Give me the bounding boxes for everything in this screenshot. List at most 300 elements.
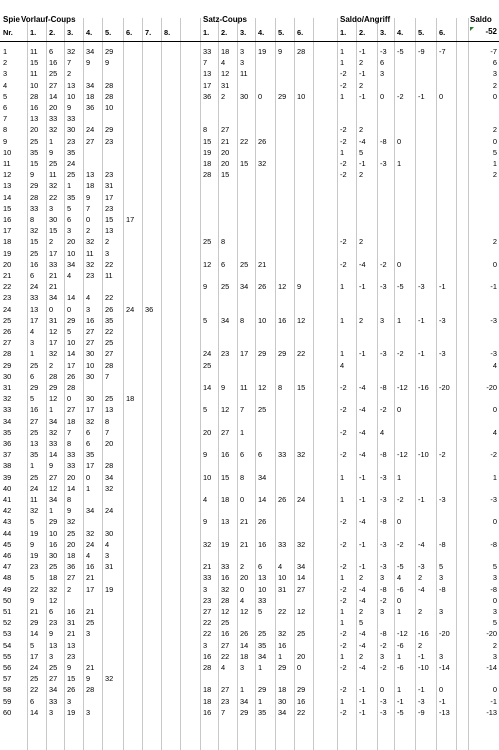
saldo-cell: 2 — [492, 125, 497, 135]
satz-cell: 20 — [221, 159, 230, 168]
row-number: 52 — [3, 618, 12, 628]
satz-cell: 4 — [221, 663, 226, 672]
saldo-angriff-cell: -1 — [359, 349, 366, 359]
vorlauf-cell: 6 — [49, 47, 54, 56]
vorlauf-cell: 28 — [105, 91, 114, 101]
satz-cell: 9 — [297, 282, 302, 292]
vorlauf-cell: 13 — [49, 640, 58, 650]
saldo-angriff-cell: 2 — [359, 80, 364, 90]
saldo-cell: 0 — [492, 685, 497, 695]
vorlauf-cell: 29 — [67, 315, 76, 325]
vorlauf-cell: 13 — [105, 226, 114, 236]
row-number: 3 — [3, 69, 8, 79]
vorlauf-cell: 17 — [105, 192, 114, 202]
saldo-angriff-cell: 4 — [340, 360, 345, 370]
saldo-angriff-cell: -8 — [439, 539, 446, 549]
vorlauf-cell: 32 — [67, 47, 76, 56]
saldo-angriff-cell: -2 — [340, 707, 347, 717]
satz-cell: 33 — [221, 562, 230, 572]
grid-line — [394, 18, 395, 750]
saldo-angriff-cell: -1 — [359, 472, 366, 482]
saldo-angriff-cell: -16 — [418, 629, 429, 639]
vorlauf-cell: 7 — [86, 203, 91, 213]
vorlauf-cell: 35 — [30, 450, 39, 460]
vorlauf-cell: 33 — [49, 114, 58, 124]
satz-cell: 22 — [203, 618, 212, 628]
saldo-cell: 1 — [492, 472, 497, 482]
vorlauf-cell: 18 — [86, 181, 95, 191]
saldo-angriff-cell: -2 — [380, 663, 387, 672]
satz-cell: 5 — [203, 405, 208, 415]
satz-cell: 23 — [221, 696, 230, 706]
saldo-angriff-cell: 2 — [418, 607, 423, 616]
vorlauf-cell: 23 — [49, 618, 58, 628]
vorlauf-cell: 6 — [86, 439, 91, 448]
vorlauf-cell: 34 — [86, 80, 95, 90]
row-number: 54 — [3, 640, 12, 650]
vorlauf-cell: 34 — [49, 416, 58, 426]
vorlauf-cell: 31 — [49, 315, 58, 325]
satz-cell: 31 — [278, 584, 287, 594]
grid-line — [180, 18, 181, 750]
row-number: 55 — [3, 651, 12, 661]
satz-cell: 32 — [221, 584, 230, 594]
vorlauf-cell: 4 — [86, 293, 91, 303]
saldo-angriff-cell: -3 — [380, 539, 387, 549]
saldo-angriff-cell: -3 — [439, 495, 446, 504]
vorlauf-cell: 10 — [105, 103, 114, 112]
saldo-col-header: 6. — [439, 28, 446, 37]
satz-cell: 19 — [258, 47, 267, 56]
vorlauf-cell: 16 — [30, 103, 39, 112]
satz-cell: 27 — [203, 607, 212, 616]
vorlauf-cell: 3 — [67, 696, 72, 706]
satz-cell: 10 — [297, 91, 306, 101]
vorlauf-cell: 16 — [86, 562, 95, 572]
saldo-cell: 5 — [492, 147, 497, 157]
satz-cell: 15 — [221, 472, 230, 482]
vorlauf-cell: 24 — [126, 304, 135, 314]
vorlauf-cell: 1 — [86, 483, 91, 493]
satz-cell: 20 — [240, 573, 249, 583]
saldo-angriff-cell: 3 — [439, 651, 444, 661]
saldo-cell: 2 — [492, 80, 497, 90]
vorlauf-cell: 11 — [49, 170, 57, 180]
saldo-angriff-cell: 1 — [340, 58, 345, 68]
saldo-cell: 5 — [492, 562, 497, 572]
vorlauf-cell: 9 — [49, 461, 54, 471]
saldo-angriff-cell: -8 — [380, 584, 387, 594]
row-number: 41 — [3, 495, 12, 504]
vorlauf-cell: 21 — [86, 663, 95, 672]
satz-cell: 4 — [221, 58, 226, 68]
row-number: 36 — [3, 439, 12, 448]
vorlauf-cell: 17 — [30, 315, 39, 325]
row-number: 39 — [3, 472, 12, 482]
saldo-cell: 0 — [492, 91, 497, 101]
satz-cell: 16 — [203, 707, 212, 717]
saldo-angriff-cell: 0 — [397, 405, 402, 415]
vorlauf-cell: 10 — [86, 360, 95, 370]
satz-cell: 13 — [258, 573, 267, 583]
vorlauf-cell: 25 — [67, 170, 76, 180]
vorlauf-cell: 7 — [67, 58, 72, 68]
satz-cell: 8 — [240, 315, 245, 325]
vorlauf-cell: 25 — [49, 562, 58, 572]
saldo-angriff-cell: -1 — [359, 69, 366, 79]
satz-col-header: 6. — [297, 28, 304, 37]
vorlauf-cell: 22 — [49, 192, 58, 202]
vorlauf-cell: 25 — [105, 394, 114, 404]
vorlauf-cell: 25 — [30, 136, 39, 146]
saldo-angriff-cell: -3 — [439, 349, 446, 359]
satz-header: Satz-Coups — [203, 15, 247, 24]
satz-cell: 4 — [203, 495, 208, 504]
satz-cell: 25 — [258, 629, 267, 639]
vorlauf-cell: 16 — [49, 539, 58, 549]
row-number: 17 — [3, 226, 12, 236]
vorlauf-cell: 0 — [86, 472, 91, 482]
satz-cell: 28 — [203, 170, 212, 180]
satz-cell: 9 — [203, 517, 208, 527]
satz-cell: 1 — [278, 651, 283, 661]
satz-cell: 32 — [297, 450, 306, 460]
vorlauf-cell: 10 — [49, 528, 58, 538]
row-number: 50 — [3, 595, 12, 605]
row-number: 1 — [3, 47, 8, 56]
saldo-angriff-cell: 1 — [397, 685, 402, 695]
vorlauf-cell: 20 — [67, 539, 76, 549]
vorlauf-col-header: 4. — [86, 28, 93, 37]
vorlauf-cell: 13 — [30, 304, 39, 314]
vorlauf-col-header: 8. — [164, 28, 171, 37]
vorlauf-cell: 17 — [49, 248, 58, 258]
saldo-angriff-cell: 0 — [397, 136, 402, 146]
satz-cell: 7 — [240, 405, 245, 415]
satz-cell: 26 — [240, 629, 249, 639]
satz-cell: 20 — [221, 147, 230, 157]
satz-cell: 17 — [203, 80, 212, 90]
saldo-angriff-cell: -4 — [359, 259, 366, 269]
vorlauf-cell: 32 — [49, 427, 58, 437]
vorlauf-cell: 16 — [30, 259, 39, 269]
saldo-angriff-cell: -2 — [340, 383, 347, 392]
vorlauf-cell: 27 — [86, 136, 95, 146]
satz-cell: 35 — [258, 707, 267, 717]
vorlauf-cell: 27 — [105, 349, 114, 359]
row-number: 42 — [3, 506, 12, 516]
vorlauf-cell: 33 — [30, 203, 39, 213]
grid-line — [218, 18, 219, 750]
vorlauf-cell: 16 — [49, 58, 58, 68]
vorlauf-cell: 34 — [86, 47, 95, 56]
satz-cell: 7 — [221, 707, 226, 717]
vorlauf-cell: 21 — [86, 573, 95, 583]
saldo-angriff-cell: 3 — [380, 315, 385, 325]
vorlauf-cell: 33 — [49, 696, 58, 706]
row-number: 38 — [3, 461, 12, 471]
vorlauf-cell: 9 — [67, 663, 72, 672]
saldo-angriff-cell: 0 — [439, 685, 444, 695]
vorlauf-cell: 14 — [67, 293, 76, 303]
vorlauf-cell: 30 — [49, 551, 58, 560]
vorlauf-col-header: 2. — [49, 28, 56, 37]
saldo-angriff-cell: 1 — [340, 696, 345, 706]
header-separator — [0, 41, 499, 42]
satz-cell: 25 — [203, 237, 212, 247]
vorlauf-cell: 32 — [86, 259, 95, 269]
satz-cell: 26 — [278, 495, 287, 504]
vorlauf-cell: 27 — [30, 416, 39, 426]
saldo-cell: 2 — [492, 640, 497, 650]
vorlauf-col-header: 1. — [30, 28, 37, 37]
satz-cell: 32 — [297, 539, 306, 549]
row-number: 60 — [3, 707, 12, 717]
vorlauf-col-header: 5. — [105, 28, 112, 37]
vorlauf-cell: 30 — [49, 215, 58, 224]
row-number: 9 — [3, 136, 8, 146]
vorlauf-cell: 31 — [105, 181, 114, 191]
vorlauf-cell: 3 — [86, 707, 91, 717]
satz-cell: 5 — [203, 315, 208, 325]
saldo-angriff-cell: -3 — [418, 696, 425, 706]
vorlauf-cell: 23 — [67, 136, 76, 146]
saldo-angriff-cell: 3 — [380, 607, 385, 616]
vorlauf-cell: 22 — [105, 259, 114, 269]
saldo-angriff-cell: 5 — [359, 147, 364, 157]
grid-line — [436, 18, 437, 750]
satz-cell: 29 — [278, 663, 287, 672]
vorlauf-cell: 32 — [49, 349, 58, 359]
saldo-angriff-cell: -10 — [418, 663, 429, 672]
vorlauf-cell: 13 — [30, 114, 39, 124]
satz-cell: 12 — [240, 607, 249, 616]
saldo-angriff-cell: -4 — [418, 539, 425, 549]
vorlauf-cell: 9 — [67, 506, 72, 516]
grid-line — [275, 18, 276, 750]
satz-cell: 29 — [240, 707, 249, 717]
satz-cell: 35 — [258, 640, 267, 650]
saldo-angriff-cell: -2 — [340, 259, 347, 269]
satz-cell: 4 — [240, 595, 245, 605]
satz-cell: 2 — [240, 562, 245, 572]
row-number: 57 — [3, 674, 12, 684]
saldo-angriff-cell: 2 — [359, 315, 364, 325]
vorlauf-cell: 9 — [86, 674, 91, 684]
satz-cell: 23 — [221, 349, 230, 359]
satz-cell: 29 — [278, 91, 287, 101]
vorlauf-cell: 23 — [105, 136, 114, 146]
satz-cell: 22 — [221, 651, 230, 661]
vorlauf-cell: 0 — [67, 394, 72, 404]
vorlauf-cell: 9 — [86, 192, 91, 202]
saldo-angriff-cell: -1 — [359, 707, 366, 717]
satz-cell: 12 — [258, 383, 267, 392]
saldo-angriff-cell: -3 — [380, 282, 387, 292]
satz-cell: 1 — [240, 685, 245, 695]
grid-line — [123, 18, 124, 750]
vorlauf-cell: 25 — [30, 674, 39, 684]
saldo-cell: 5 — [492, 618, 497, 628]
vorlauf-cell: 12 — [49, 595, 58, 605]
row-number: 48 — [3, 573, 12, 583]
saldo-cell: -2 — [490, 450, 497, 460]
row-number: 22 — [3, 282, 12, 292]
row-number: 11 — [3, 159, 11, 168]
saldo-angriff-cell: -12 — [397, 450, 408, 460]
saldo-angriff-cell: -1 — [418, 315, 425, 325]
satz-cell: 18 — [221, 47, 230, 56]
vorlauf-cell: 5 — [67, 327, 72, 336]
saldo-col-header: 5. — [418, 28, 425, 37]
satz-cell: 22 — [297, 707, 306, 717]
row-number: 12 — [3, 170, 12, 180]
vorlauf-cell: 10 — [67, 91, 76, 101]
vorlauf-cell: 6 — [30, 696, 35, 706]
satz-cell: 21 — [203, 562, 212, 572]
row-number: 13 — [3, 181, 12, 191]
vorlauf-cell: 4 — [105, 539, 110, 549]
vorlauf-cell: 30 — [86, 349, 95, 359]
vorlauf-cell: 20 — [30, 125, 39, 135]
saldo-angriff-cell: 0 — [439, 91, 444, 101]
satz-cell: 21 — [240, 539, 249, 549]
vorlauf-cell: 0 — [67, 304, 72, 314]
vorlauf-cell: 6 — [67, 215, 72, 224]
satz-cell: 16 — [297, 696, 306, 706]
vorlauf-cell: 0 — [49, 304, 54, 314]
satz-cell: 28 — [221, 595, 230, 605]
saldo-angriff-cell: 1 — [397, 315, 402, 325]
satz-cell: 16 — [203, 651, 212, 661]
saldo-angriff-cell: -1 — [397, 696, 404, 706]
saldo-cell: -1 — [490, 696, 497, 706]
satz-cell: 29 — [297, 685, 306, 695]
saldo-angriff-cell: -4 — [359, 595, 366, 605]
spiel-header: Spie — [3, 15, 20, 24]
saldo-angriff-cell: 1 — [340, 651, 345, 661]
saldo-angriff-cell: -4 — [359, 450, 366, 460]
vorlauf-cell: 6 — [49, 607, 54, 616]
row-number: 59 — [3, 696, 12, 706]
saldo-cell: 3 — [492, 69, 497, 79]
nr-header: Nr. — [3, 28, 13, 37]
saldo-angriff-cell: 1 — [340, 472, 345, 482]
grid-line — [356, 18, 357, 750]
saldo-angriff-cell: -2 — [340, 125, 347, 135]
saldo-angriff-cell: -3 — [380, 495, 387, 504]
saldo-angriff-cell: 1 — [397, 607, 402, 616]
vorlauf-cell: 32 — [67, 517, 76, 527]
vorlauf-cell: 9 — [67, 103, 72, 112]
vorlauf-cell: 4 — [67, 271, 72, 280]
vorlauf-cell: 16 — [86, 315, 95, 325]
satz-cell: 31 — [221, 80, 230, 90]
satz-cell: 29 — [258, 685, 267, 695]
grid-line — [27, 18, 28, 750]
vorlauf-cell: 11 — [30, 69, 38, 79]
saldo-angriff-cell: -2 — [340, 584, 347, 594]
vorlauf-cell: 0 — [86, 215, 91, 224]
vorlauf-cell: 28 — [105, 461, 114, 471]
saldo-angriff-cell: -2 — [380, 595, 387, 605]
saldo-angriff-cell: -2 — [397, 349, 404, 359]
satz-cell: 12 — [297, 607, 306, 616]
vorlauf-cell: 11 — [30, 47, 38, 56]
vorlauf-cell: 7 — [105, 427, 110, 437]
satz-cell: 36 — [203, 91, 212, 101]
vorlauf-header: Vorlauf-Coups — [21, 15, 76, 24]
satz-cell: 33 — [203, 573, 212, 583]
vorlauf-cell: 2 — [49, 360, 54, 370]
saldo-angriff-cell: -1 — [418, 91, 425, 101]
row-number: 7 — [3, 114, 8, 124]
vorlauf-cell: 27 — [86, 327, 95, 336]
vorlauf-cell: 33 — [67, 450, 76, 460]
row-number: 20 — [3, 259, 12, 269]
vorlauf-cell: 34 — [49, 685, 58, 695]
row-number: 5 — [3, 91, 8, 101]
satz-col-header: 5. — [278, 28, 285, 37]
saldo-angriff-cell: 6 — [380, 58, 385, 68]
saldo-angriff-cell: -6 — [397, 584, 404, 594]
vorlauf-cell: 25 — [30, 427, 39, 437]
saldo-cell: 3 — [492, 651, 497, 661]
saldo-angriff-cell: -2 — [340, 450, 347, 460]
satz-cell: 14 — [240, 640, 249, 650]
satz-cell: 26 — [258, 282, 267, 292]
vorlauf-cell: 4 — [86, 551, 91, 560]
satz-cell: 29 — [278, 349, 287, 359]
saldo-angriff-cell: 2 — [359, 573, 364, 583]
saldo-angriff-cell: 1 — [340, 607, 345, 616]
satz-cell: 18 — [221, 495, 230, 504]
vorlauf-cell: 12 — [49, 483, 58, 493]
vorlauf-cell: 5 — [67, 203, 72, 213]
row-number: 46 — [3, 551, 12, 560]
vorlauf-cell: 8 — [67, 495, 72, 504]
vorlauf-cell: 14 — [30, 707, 39, 717]
satz-col-header: 2. — [221, 28, 228, 37]
vorlauf-cell: 16 — [30, 405, 39, 415]
row-number: 14 — [3, 192, 12, 202]
satz-cell: 34 — [258, 651, 267, 661]
satz-cell: 15 — [203, 136, 212, 146]
satz-cell: 4 — [278, 562, 283, 572]
vorlauf-cell: 22 — [30, 584, 39, 594]
saldo-angriff-cell: -2 — [397, 539, 404, 549]
vorlauf-col-header: 7. — [145, 28, 152, 37]
saldo-angriff-cell: 2 — [359, 237, 364, 247]
vorlauf-cell: 35 — [86, 450, 95, 460]
satz-cell: 34 — [221, 315, 230, 325]
vorlauf-cell: 6 — [30, 271, 35, 280]
vorlauf-cell: 15 — [30, 237, 39, 247]
saldo-angriff-cell: -3 — [439, 315, 446, 325]
saldo-angriff-cell: -2 — [340, 640, 347, 650]
vorlauf-cell: 15 — [105, 215, 114, 224]
vorlauf-cell: 3 — [105, 248, 110, 258]
vorlauf-cell: 24 — [30, 483, 39, 493]
row-number: 31 — [3, 383, 12, 392]
satz-cell: 25 — [240, 259, 249, 269]
vorlauf-cell: 21 — [67, 629, 76, 639]
vorlauf-cell: 17 — [126, 215, 135, 224]
satz-cell: 3 — [240, 58, 245, 68]
vorlauf-cell: 25 — [49, 69, 58, 79]
satz-cell: 14 — [258, 495, 267, 504]
saldo-cell: 0 — [492, 595, 497, 605]
